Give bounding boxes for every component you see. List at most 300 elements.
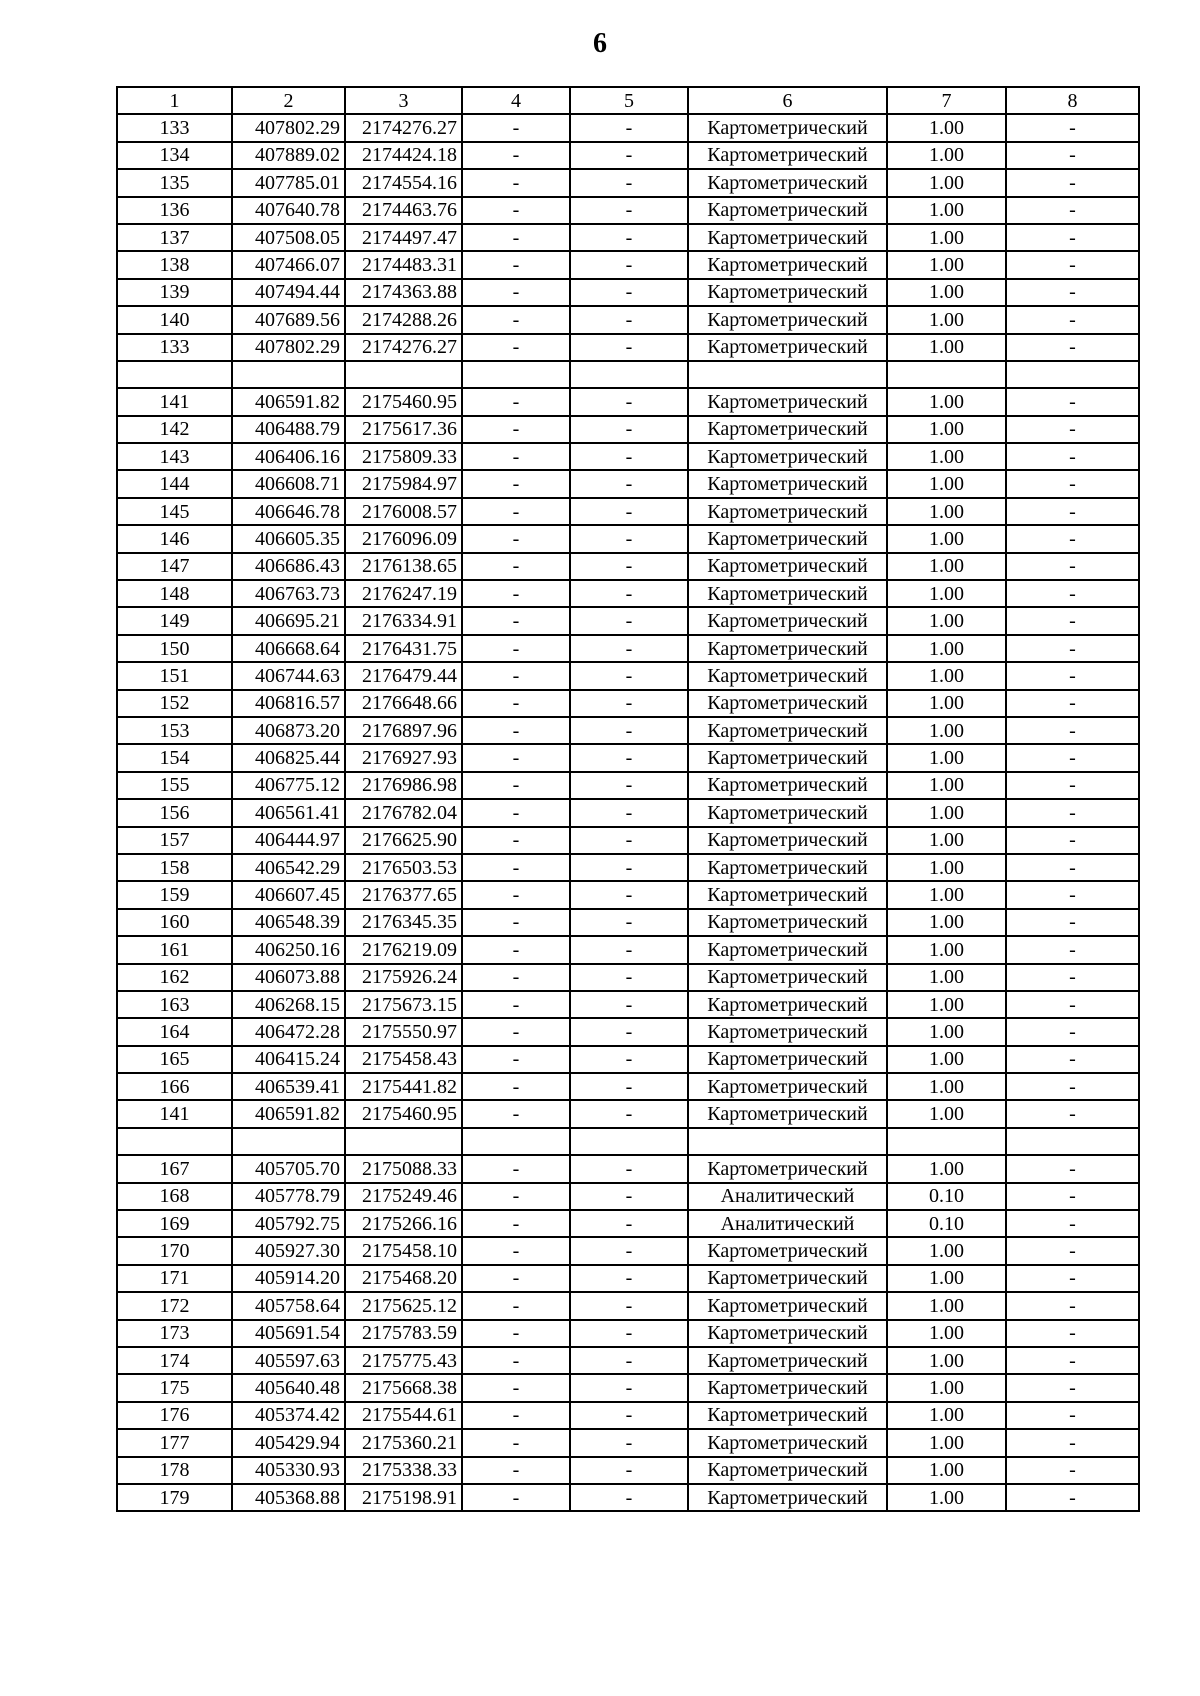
header-cell: 5 bbox=[570, 87, 688, 114]
y-coordinate-cell: 2175360.21 bbox=[345, 1429, 462, 1456]
col8-cell: - bbox=[1006, 1018, 1139, 1045]
col5-cell: - bbox=[570, 1183, 688, 1210]
y-coordinate-cell: 2175775.43 bbox=[345, 1347, 462, 1374]
col5-cell: - bbox=[570, 799, 688, 826]
col5-cell: - bbox=[570, 1210, 688, 1237]
col5-cell: - bbox=[570, 1265, 688, 1292]
accuracy-cell: 1.00 bbox=[887, 1155, 1006, 1182]
method-cell: Картометрический bbox=[688, 306, 887, 333]
x-coordinate-cell: 406488.79 bbox=[232, 416, 345, 443]
col8-cell: - bbox=[1006, 991, 1139, 1018]
col4-cell: - bbox=[462, 936, 570, 963]
x-coordinate-cell: 406607.45 bbox=[232, 881, 345, 908]
accuracy-cell: 1.00 bbox=[887, 416, 1006, 443]
x-coordinate-cell: 407889.02 bbox=[232, 142, 345, 169]
point-number-cell: 148 bbox=[117, 580, 232, 607]
col5-cell: - bbox=[570, 142, 688, 169]
header-cell: 8 bbox=[1006, 87, 1139, 114]
x-coordinate-cell: 407785.01 bbox=[232, 169, 345, 196]
col4-cell: - bbox=[462, 1457, 570, 1484]
x-coordinate-cell bbox=[232, 361, 345, 388]
x-coordinate-cell: 405597.63 bbox=[232, 1347, 345, 1374]
table-row bbox=[117, 1210, 1139, 1237]
col8-cell: - bbox=[1006, 1429, 1139, 1456]
x-coordinate-cell: 406825.44 bbox=[232, 744, 345, 771]
x-coordinate-cell: 406816.57 bbox=[232, 690, 345, 717]
x-coordinate-cell: 405927.30 bbox=[232, 1237, 345, 1264]
col5-cell: - bbox=[570, 388, 688, 415]
header-cell: 7 bbox=[887, 87, 1006, 114]
point-number-cell bbox=[117, 1128, 232, 1155]
table-row bbox=[117, 936, 1139, 963]
col5-cell: - bbox=[570, 635, 688, 662]
col4-cell: - bbox=[462, 744, 570, 771]
y-coordinate-cell: 2176782.04 bbox=[345, 799, 462, 826]
table-row bbox=[117, 1374, 1139, 1401]
method-cell: Картометрический bbox=[688, 635, 887, 662]
accuracy-cell: 1.00 bbox=[887, 1429, 1006, 1456]
y-coordinate-cell: 2174276.27 bbox=[345, 114, 462, 141]
method-cell: Картометрический bbox=[688, 772, 887, 799]
accuracy-cell: 1.00 bbox=[887, 827, 1006, 854]
method-cell: Картометрический bbox=[688, 964, 887, 991]
y-coordinate-cell: 2175458.43 bbox=[345, 1046, 462, 1073]
y-coordinate-cell: 2176377.65 bbox=[345, 881, 462, 908]
y-coordinate-cell: 2175198.91 bbox=[345, 1484, 462, 1511]
col4-cell: - bbox=[462, 1347, 570, 1374]
table-row bbox=[117, 580, 1139, 607]
y-coordinate-cell: 2174363.88 bbox=[345, 279, 462, 306]
col5-cell: - bbox=[570, 1457, 688, 1484]
x-coordinate-cell: 406268.15 bbox=[232, 991, 345, 1018]
point-number-cell: 162 bbox=[117, 964, 232, 991]
table-row bbox=[117, 1402, 1139, 1429]
col4-cell: - bbox=[462, 1018, 570, 1045]
col8-cell: - bbox=[1006, 580, 1139, 607]
x-coordinate-cell bbox=[232, 1128, 345, 1155]
y-coordinate-cell: 2175460.95 bbox=[345, 1100, 462, 1127]
y-coordinate-cell: 2176138.65 bbox=[345, 553, 462, 580]
y-coordinate-cell: 2175783.59 bbox=[345, 1320, 462, 1347]
y-coordinate-cell: 2176897.96 bbox=[345, 717, 462, 744]
accuracy-cell: 1.00 bbox=[887, 854, 1006, 881]
point-number-cell: 141 bbox=[117, 1100, 232, 1127]
col4-cell: - bbox=[462, 662, 570, 689]
col5-cell: - bbox=[570, 416, 688, 443]
table-row bbox=[117, 1457, 1139, 1484]
point-number-cell: 154 bbox=[117, 744, 232, 771]
header-cell: 1 bbox=[117, 87, 232, 114]
col4-cell: - bbox=[462, 388, 570, 415]
point-number-cell: 149 bbox=[117, 607, 232, 634]
col5-cell: - bbox=[570, 580, 688, 607]
point-number-cell: 175 bbox=[117, 1374, 232, 1401]
col8-cell: - bbox=[1006, 279, 1139, 306]
method-cell bbox=[688, 1128, 887, 1155]
accuracy-cell: 1.00 bbox=[887, 1018, 1006, 1045]
x-coordinate-cell: 406646.78 bbox=[232, 498, 345, 525]
col8-cell: - bbox=[1006, 416, 1139, 443]
col4-cell: - bbox=[462, 416, 570, 443]
y-coordinate-cell: 2175984.97 bbox=[345, 470, 462, 497]
point-number-cell: 143 bbox=[117, 443, 232, 470]
method-cell: Картометрический bbox=[688, 1046, 887, 1073]
col8-cell: - bbox=[1006, 1100, 1139, 1127]
accuracy-cell: 1.00 bbox=[887, 1484, 1006, 1511]
x-coordinate-cell: 405374.42 bbox=[232, 1402, 345, 1429]
y-coordinate-cell: 2176648.66 bbox=[345, 690, 462, 717]
method-cell: Картометрический bbox=[688, 1018, 887, 1045]
page-number: 6 bbox=[593, 28, 607, 59]
point-number-cell: 147 bbox=[117, 553, 232, 580]
method-cell: Картометрический bbox=[688, 1402, 887, 1429]
col4-cell: - bbox=[462, 142, 570, 169]
accuracy-cell: 1.00 bbox=[887, 1292, 1006, 1319]
coordinates-table bbox=[116, 86, 1140, 1512]
table-body bbox=[117, 114, 1139, 1511]
col5-cell: - bbox=[570, 909, 688, 936]
method-cell: Картометрический bbox=[688, 854, 887, 881]
x-coordinate-cell: 405914.20 bbox=[232, 1265, 345, 1292]
y-coordinate-cell: 2176986.98 bbox=[345, 772, 462, 799]
point-number-cell: 164 bbox=[117, 1018, 232, 1045]
point-number-cell: 156 bbox=[117, 799, 232, 826]
accuracy-cell: 1.00 bbox=[887, 662, 1006, 689]
method-cell: Картометрический bbox=[688, 334, 887, 361]
col8-cell: - bbox=[1006, 772, 1139, 799]
y-coordinate-cell: 2175809.33 bbox=[345, 443, 462, 470]
accuracy-cell: 1.00 bbox=[887, 388, 1006, 415]
method-cell: Картометрический bbox=[688, 114, 887, 141]
col5-cell: - bbox=[570, 443, 688, 470]
col8-cell: - bbox=[1006, 1183, 1139, 1210]
method-cell: Картометрический bbox=[688, 1292, 887, 1319]
point-number-cell bbox=[117, 361, 232, 388]
y-coordinate-cell: 2174483.31 bbox=[345, 251, 462, 278]
col4-cell: - bbox=[462, 470, 570, 497]
y-coordinate-cell: 2176219.09 bbox=[345, 936, 462, 963]
x-coordinate-cell: 406415.24 bbox=[232, 1046, 345, 1073]
accuracy-cell: 1.00 bbox=[887, 498, 1006, 525]
y-coordinate-cell: 2175249.46 bbox=[345, 1183, 462, 1210]
col4-cell: - bbox=[462, 964, 570, 991]
method-cell: Картометрический bbox=[688, 553, 887, 580]
point-number-cell: 169 bbox=[117, 1210, 232, 1237]
table-row bbox=[117, 361, 1139, 388]
y-coordinate-cell: 2175926.24 bbox=[345, 964, 462, 991]
y-coordinate-cell: 2175088.33 bbox=[345, 1155, 462, 1182]
col8-cell: - bbox=[1006, 1484, 1139, 1511]
accuracy-cell: 1.00 bbox=[887, 1073, 1006, 1100]
table-row bbox=[117, 388, 1139, 415]
table-row bbox=[117, 772, 1139, 799]
table-row bbox=[117, 1265, 1139, 1292]
accuracy-cell: 1.00 bbox=[887, 443, 1006, 470]
method-cell: Картометрический bbox=[688, 1429, 887, 1456]
table-row bbox=[117, 991, 1139, 1018]
col8-cell: - bbox=[1006, 1292, 1139, 1319]
col4-cell: - bbox=[462, 1046, 570, 1073]
col4-cell: - bbox=[462, 1265, 570, 1292]
accuracy-cell: 1.00 bbox=[887, 553, 1006, 580]
table-row bbox=[117, 1320, 1139, 1347]
method-cell: Картометрический bbox=[688, 1320, 887, 1347]
accuracy-cell: 1.00 bbox=[887, 936, 1006, 963]
accuracy-cell: 1.00 bbox=[887, 964, 1006, 991]
point-number-cell: 133 bbox=[117, 334, 232, 361]
table-row bbox=[117, 1484, 1139, 1511]
method-cell: Картометрический bbox=[688, 1484, 887, 1511]
col8-cell: - bbox=[1006, 525, 1139, 552]
col5-cell: - bbox=[570, 553, 688, 580]
col4-cell: - bbox=[462, 1073, 570, 1100]
col8-cell bbox=[1006, 1128, 1139, 1155]
method-cell: Картометрический bbox=[688, 1347, 887, 1374]
col8-cell: - bbox=[1006, 224, 1139, 251]
point-number-cell: 141 bbox=[117, 388, 232, 415]
accuracy-cell: 0.10 bbox=[887, 1210, 1006, 1237]
col8-cell: - bbox=[1006, 142, 1139, 169]
col4-cell bbox=[462, 361, 570, 388]
col5-cell: - bbox=[570, 1073, 688, 1100]
col8-cell: - bbox=[1006, 1073, 1139, 1100]
method-cell: Аналитический bbox=[688, 1183, 887, 1210]
col8-cell: - bbox=[1006, 827, 1139, 854]
point-number-cell: 179 bbox=[117, 1484, 232, 1511]
point-number-cell: 140 bbox=[117, 306, 232, 333]
method-cell: Картометрический bbox=[688, 909, 887, 936]
method-cell: Картометрический bbox=[688, 827, 887, 854]
col5-cell: - bbox=[570, 854, 688, 881]
x-coordinate-cell: 406763.73 bbox=[232, 580, 345, 607]
point-number-cell: 152 bbox=[117, 690, 232, 717]
x-coordinate-cell: 406775.12 bbox=[232, 772, 345, 799]
col8-cell: - bbox=[1006, 1347, 1139, 1374]
x-coordinate-cell: 406561.41 bbox=[232, 799, 345, 826]
accuracy-cell: 1.00 bbox=[887, 772, 1006, 799]
table-row bbox=[117, 1073, 1139, 1100]
col5-cell: - bbox=[570, 881, 688, 908]
header-cell: 2 bbox=[232, 87, 345, 114]
y-coordinate-cell: 2174463.76 bbox=[345, 197, 462, 224]
col8-cell: - bbox=[1006, 553, 1139, 580]
method-cell: Картометрический bbox=[688, 279, 887, 306]
col8-cell: - bbox=[1006, 114, 1139, 141]
col5-cell: - bbox=[570, 169, 688, 196]
col4-cell: - bbox=[462, 224, 570, 251]
x-coordinate-cell: 406695.21 bbox=[232, 607, 345, 634]
col5-cell: - bbox=[570, 279, 688, 306]
accuracy-cell: 1.00 bbox=[887, 607, 1006, 634]
col8-cell: - bbox=[1006, 470, 1139, 497]
x-coordinate-cell: 407494.44 bbox=[232, 279, 345, 306]
table-header bbox=[117, 87, 1139, 114]
col5-cell: - bbox=[570, 1347, 688, 1374]
y-coordinate-cell: 2175458.10 bbox=[345, 1237, 462, 1264]
point-number-cell: 178 bbox=[117, 1457, 232, 1484]
point-number-cell: 166 bbox=[117, 1073, 232, 1100]
accuracy-cell: 1.00 bbox=[887, 1046, 1006, 1073]
accuracy-cell bbox=[887, 1128, 1006, 1155]
col4-cell: - bbox=[462, 827, 570, 854]
table-row bbox=[117, 1429, 1139, 1456]
col4-cell: - bbox=[462, 114, 570, 141]
table-row bbox=[117, 142, 1139, 169]
col5-cell: - bbox=[570, 772, 688, 799]
accuracy-cell: 1.00 bbox=[887, 881, 1006, 908]
col5-cell: - bbox=[570, 1237, 688, 1264]
col4-cell: - bbox=[462, 1320, 570, 1347]
col4-cell: - bbox=[462, 1402, 570, 1429]
y-coordinate-cell: 2174288.26 bbox=[345, 306, 462, 333]
accuracy-cell: 1.00 bbox=[887, 690, 1006, 717]
method-cell: Картометрический bbox=[688, 991, 887, 1018]
method-cell: Картометрический bbox=[688, 470, 887, 497]
col5-cell: - bbox=[570, 470, 688, 497]
col4-cell: - bbox=[462, 443, 570, 470]
point-number-cell: 144 bbox=[117, 470, 232, 497]
col4-cell: - bbox=[462, 1183, 570, 1210]
method-cell: Картометрический bbox=[688, 1155, 887, 1182]
col4-cell: - bbox=[462, 690, 570, 717]
table-row bbox=[117, 827, 1139, 854]
col5-cell: - bbox=[570, 662, 688, 689]
col4-cell: - bbox=[462, 279, 570, 306]
accuracy-cell: 1.00 bbox=[887, 197, 1006, 224]
accuracy-cell: 1.00 bbox=[887, 799, 1006, 826]
method-cell: Картометрический bbox=[688, 1100, 887, 1127]
x-coordinate-cell: 406591.82 bbox=[232, 388, 345, 415]
col5-cell: - bbox=[570, 1018, 688, 1045]
col5-cell: - bbox=[570, 936, 688, 963]
col4-cell: - bbox=[462, 169, 570, 196]
accuracy-cell: 1.00 bbox=[887, 1402, 1006, 1429]
x-coordinate-cell: 406542.29 bbox=[232, 854, 345, 881]
x-coordinate-cell: 405691.54 bbox=[232, 1320, 345, 1347]
table-row bbox=[117, 197, 1139, 224]
accuracy-cell: 1.00 bbox=[887, 525, 1006, 552]
col8-cell: - bbox=[1006, 1046, 1139, 1073]
col5-cell: - bbox=[570, 1100, 688, 1127]
accuracy-cell: 1.00 bbox=[887, 580, 1006, 607]
method-cell: Картометрический bbox=[688, 881, 887, 908]
y-coordinate-cell: 2175625.12 bbox=[345, 1292, 462, 1319]
col4-cell: - bbox=[462, 1155, 570, 1182]
col4-cell: - bbox=[462, 1292, 570, 1319]
col8-cell: - bbox=[1006, 1210, 1139, 1237]
table-row bbox=[117, 498, 1139, 525]
col8-cell: - bbox=[1006, 690, 1139, 717]
col8-cell: - bbox=[1006, 1155, 1139, 1182]
x-coordinate-cell: 406668.64 bbox=[232, 635, 345, 662]
col8-cell: - bbox=[1006, 197, 1139, 224]
col4-cell: - bbox=[462, 197, 570, 224]
col8-cell: - bbox=[1006, 964, 1139, 991]
col8-cell: - bbox=[1006, 498, 1139, 525]
col5-cell: - bbox=[570, 525, 688, 552]
col5-cell: - bbox=[570, 607, 688, 634]
y-coordinate-cell bbox=[345, 1128, 462, 1155]
col5-cell: - bbox=[570, 306, 688, 333]
col8-cell: - bbox=[1006, 388, 1139, 415]
y-coordinate-cell: 2175617.36 bbox=[345, 416, 462, 443]
point-number-cell: 163 bbox=[117, 991, 232, 1018]
col4-cell: - bbox=[462, 1429, 570, 1456]
accuracy-cell: 1.00 bbox=[887, 1320, 1006, 1347]
table-row bbox=[117, 306, 1139, 333]
table-row bbox=[117, 1155, 1139, 1182]
col4-cell: - bbox=[462, 306, 570, 333]
accuracy-cell: 1.00 bbox=[887, 991, 1006, 1018]
header-cell: 3 bbox=[345, 87, 462, 114]
x-coordinate-cell: 406591.82 bbox=[232, 1100, 345, 1127]
method-cell: Картометрический bbox=[688, 416, 887, 443]
col8-cell: - bbox=[1006, 169, 1139, 196]
method-cell: Картометрический bbox=[688, 580, 887, 607]
accuracy-cell: 1.00 bbox=[887, 744, 1006, 771]
point-number-cell: 170 bbox=[117, 1237, 232, 1264]
method-cell: Картометрический bbox=[688, 1374, 887, 1401]
header-cell: 4 bbox=[462, 87, 570, 114]
point-number-cell: 133 bbox=[117, 114, 232, 141]
col8-cell: - bbox=[1006, 1457, 1139, 1484]
point-number-cell: 161 bbox=[117, 936, 232, 963]
method-cell: Картометрический bbox=[688, 1073, 887, 1100]
col5-cell: - bbox=[570, 690, 688, 717]
col5-cell: - bbox=[570, 1484, 688, 1511]
method-cell: Картометрический bbox=[688, 1265, 887, 1292]
table-row bbox=[117, 553, 1139, 580]
header-cell: 6 bbox=[688, 87, 887, 114]
accuracy-cell: 1.00 bbox=[887, 1265, 1006, 1292]
col8-cell: - bbox=[1006, 662, 1139, 689]
point-number-cell: 155 bbox=[117, 772, 232, 799]
col4-cell: - bbox=[462, 717, 570, 744]
col8-cell: - bbox=[1006, 1237, 1139, 1264]
col4-cell: - bbox=[462, 334, 570, 361]
method-cell: Картометрический bbox=[688, 169, 887, 196]
col8-cell: - bbox=[1006, 854, 1139, 881]
col8-cell: - bbox=[1006, 881, 1139, 908]
col8-cell bbox=[1006, 361, 1139, 388]
col5-cell: - bbox=[570, 717, 688, 744]
col5-cell: - bbox=[570, 114, 688, 141]
y-coordinate-cell: 2175468.20 bbox=[345, 1265, 462, 1292]
col5-cell: - bbox=[570, 251, 688, 278]
y-coordinate-cell: 2174554.16 bbox=[345, 169, 462, 196]
col5-cell: - bbox=[570, 224, 688, 251]
accuracy-cell: 1.00 bbox=[887, 224, 1006, 251]
method-cell: Картометрический bbox=[688, 251, 887, 278]
accuracy-cell: 1.00 bbox=[887, 1457, 1006, 1484]
method-cell bbox=[688, 361, 887, 388]
col5-cell: - bbox=[570, 197, 688, 224]
table-row bbox=[117, 717, 1139, 744]
y-coordinate-cell: 2175550.97 bbox=[345, 1018, 462, 1045]
table-row bbox=[117, 799, 1139, 826]
col4-cell: - bbox=[462, 1100, 570, 1127]
x-coordinate-cell: 405640.48 bbox=[232, 1374, 345, 1401]
accuracy-cell: 1.00 bbox=[887, 1237, 1006, 1264]
y-coordinate-cell: 2176479.44 bbox=[345, 662, 462, 689]
table-row bbox=[117, 525, 1139, 552]
accuracy-cell: 1.00 bbox=[887, 306, 1006, 333]
point-number-cell: 177 bbox=[117, 1429, 232, 1456]
accuracy-cell: 0.10 bbox=[887, 1183, 1006, 1210]
col8-cell: - bbox=[1006, 1402, 1139, 1429]
table-row bbox=[117, 744, 1139, 771]
table-row bbox=[117, 1046, 1139, 1073]
